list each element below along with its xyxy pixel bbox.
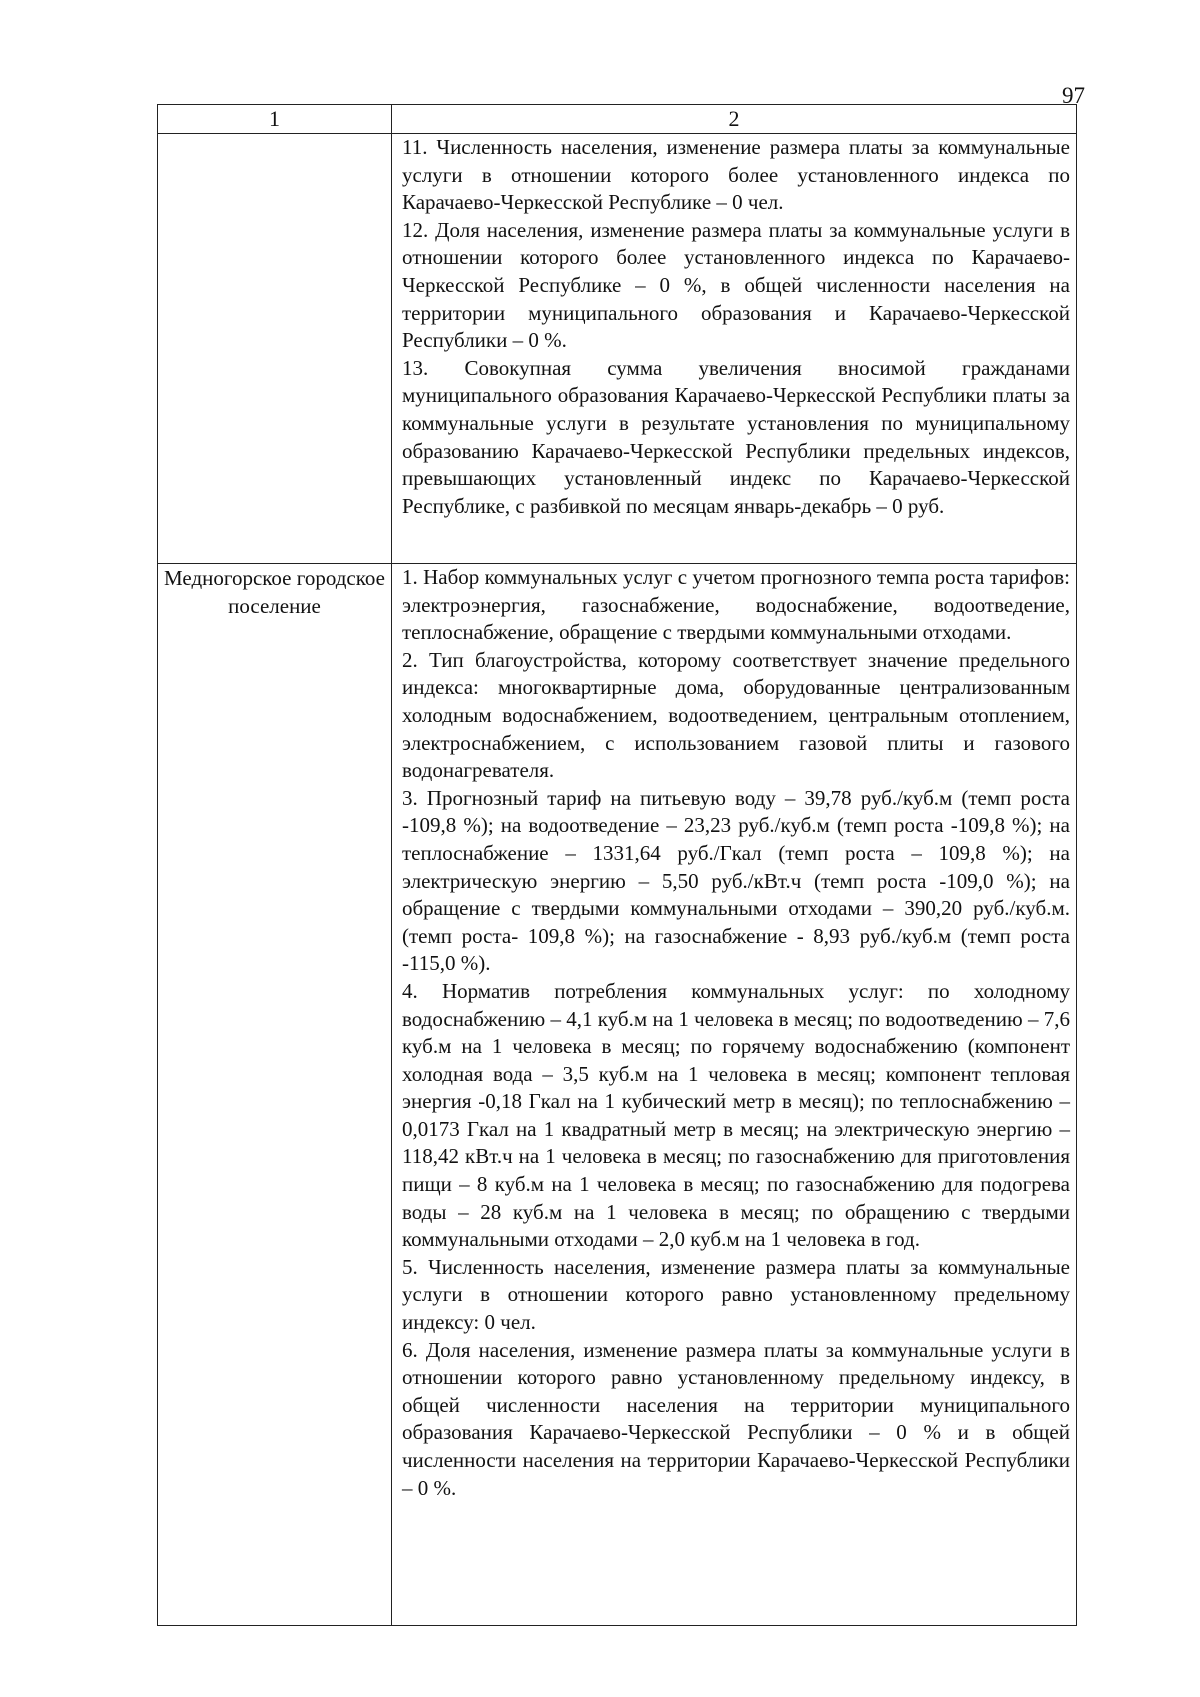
indicator-paragraph: 11. Численность населения, изменение размера платы за коммунальные услуги в отношении которого более установленного индекса по Карачаево-Черкесской Республике – 0 чел. [402, 135, 1070, 215]
indicator-paragraph: 3. Прогнозный тариф на питьевую воду – 39,78 руб./куб.м (темп роста -109,8 %); на водоотведение – 23,23 руб./куб.м (темп роста -109,8 %); на теплоснабжение – 1331,64 руб./Гкал (темп роста – 109,8 %); на электрическую энергию – 5,50 руб./кВт.ч (темп роста -109,0 %); на обращение с твердыми коммунальными отходами – 390,20 руб./куб.м. (темп роста- 109,8 %); на газоснабжение - 8,93 руб./куб.м (темп роста -115,0 %). [402, 785, 1070, 976]
column-header-2: 2 [392, 105, 1077, 134]
municipality-cell: Медногорское городское поселение [158, 564, 392, 1626]
content-cell [392, 134, 1077, 564]
indicator-paragraph: 5. Численность населения, изменение размера платы за коммунальные услуги в отношении которого равно установленному предельному индексу: 0 чел. [402, 1254, 1070, 1335]
page-number: 97 [1062, 83, 1085, 108]
table-row [158, 134, 1077, 564]
indicator-paragraph: 4. Норматив потребления коммунальных услуг: по холодному водоснабжению – 4,1 куб.м на 1 человека в месяц; по водоотведению – 7,6 куб.м на 1 человека в месяц; по горячему водоснабжению (компонент холодная вода – 3,5 куб.м на 1 человека в месяц; компонент тепловая энергия -0,18 Гкал на 1 кубический метр в месяц); по теплоснабжению – 0,0173 Гкал на 1 квадратный метр в месяц; на электрическую энергию – 118,42 кВт.ч на 1 человека в месяц; по газоснабжению для приготовления пищи – 8 куб.м на 1 человека в месяц; по газоснабжению для подогрева воды – 28 куб.м на 1 человека в месяц; по обращению с твердыми коммунальными отходами – 2,0 куб.м на 1 человека в год. [402, 978, 1070, 1252]
municipality-cell [158, 134, 392, 564]
indicator-paragraph: 6. Доля населения, изменение размера платы за коммунальные услуги в отношении которого равно установленному предельному индексу, в общей численности населения на территории муниципального образования Карачаево-Черкесской Республики – 0 % и в общей численности населения на территории Карачаево-Черкесской Республики – 0 %. [402, 1337, 1070, 1500]
document-table [157, 104, 1077, 1626]
table-header-row [158, 105, 1077, 134]
table-row [158, 564, 1077, 1626]
indicator-paragraph: 1. Набор коммунальных услуг с учетом прогнозного темпа роста тарифов: электроэнергия, газоснабжение, водоснабжение, водоотведение, теплоснабжение, обращение с твердыми коммунальными отходами. [402, 565, 1070, 645]
column-header-1: 1 [158, 105, 392, 134]
indicator-paragraph: 2. Тип благоустройства, которому соответствует значение предельного индекса: многоквартирные дома, оборудованные централизованным холодным водоснабжением, водоотведением, центральным отоплением, электроснабжением, с использованием газовой плиты и газового водонагревателя. [402, 647, 1070, 783]
content-cell [392, 564, 1077, 1626]
indicator-paragraph: 13. Совокупная сумма увеличения вносимой гражданами муниципального образования Карачаево-Черкесской Республики платы за коммунальные услуги в результате установления по муниципальному образованию Карачаево-Черкесской Республики предельных индексов, превышающих установленный индекс по Карачаево-Черкесской Республике, с разбивкой по месяцам январь-декабрь – 0 руб. [402, 355, 1070, 518]
indicator-paragraph: 12. Доля населения, изменение размера платы за коммунальные услуги в отношении которого более установленного индекса по Карачаево-Черкесской Республике – 0 %, в общей численности населения на территории муниципального образования и Карачаево-Черкесской Республики – 0 %. [402, 217, 1070, 353]
